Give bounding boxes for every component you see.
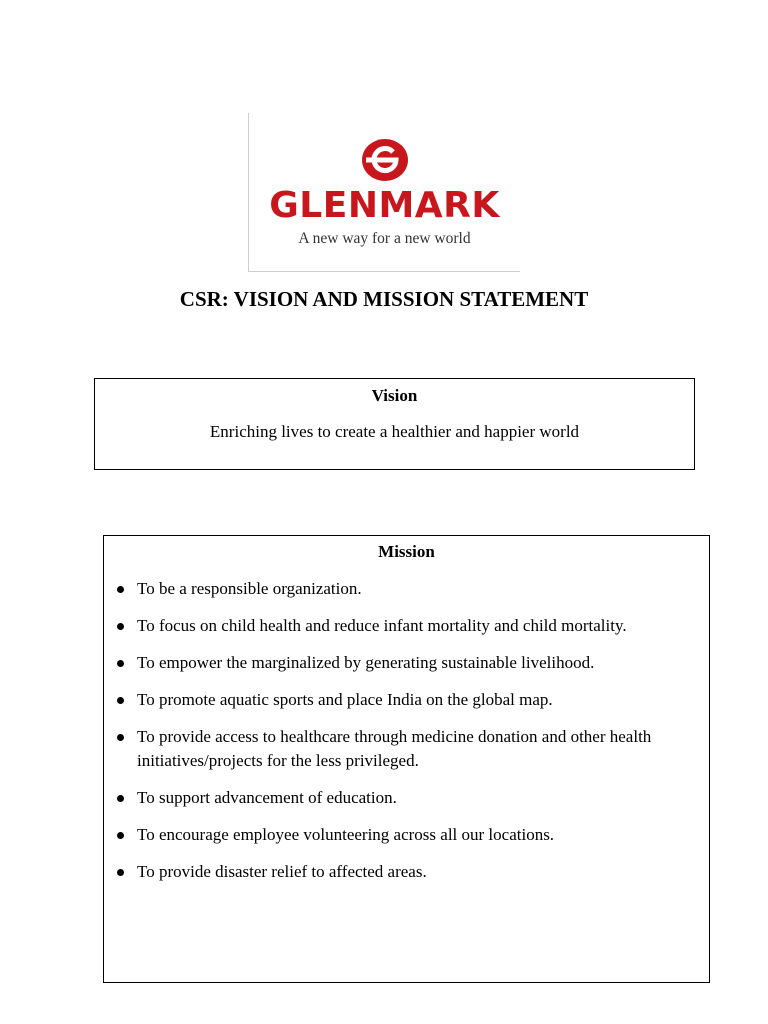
list-item [104, 725, 709, 773]
bullet-icon [117, 623, 124, 630]
mission-heading: Mission [378, 542, 435, 561]
mission-item-text: To provide access to healthcare through medicine donation and other health initiatives/projects for the less privileged. [137, 727, 652, 770]
mission-item-text: To be a responsible organization. [137, 579, 362, 598]
list-item [104, 688, 709, 712]
mission-item-text: To support advancement of education. [137, 788, 397, 807]
mission-item-text: To encourage employee volunteering across all our locations. [137, 825, 555, 844]
glenmark-g-icon [360, 137, 410, 183]
logo-wordmark: GLENMARK [269, 185, 500, 226]
mission-list [104, 577, 709, 897]
mission-item-text: To empower the marginalized by generating sustainable livelihood. [137, 653, 595, 672]
list-item [104, 614, 709, 638]
page-title: CSR: VISION AND MISSION STATEMENT [179, 287, 589, 311]
vision-box [94, 378, 695, 470]
bullet-icon [117, 660, 124, 667]
vision-heading: Vision [371, 386, 418, 405]
list-item [104, 860, 709, 884]
list-item [104, 577, 709, 601]
bullet-icon [117, 795, 124, 802]
bullet-icon [117, 734, 124, 741]
bullet-icon [117, 697, 124, 704]
bullet-icon [117, 832, 124, 839]
bullet-icon [117, 586, 124, 593]
list-item [104, 823, 709, 847]
mission-item-text: To focus on child health and reduce infant mortality and child mortality. [137, 616, 627, 635]
mission-item-text: To promote aquatic sports and place India on the global map. [137, 690, 553, 709]
vision-text: Enriching lives to create a healthier and happier world [209, 422, 580, 441]
list-item [104, 651, 709, 675]
logo-tagline: A new way for a new world [298, 230, 471, 247]
bullet-icon [117, 869, 124, 876]
company-logo [248, 113, 520, 272]
mission-box [103, 535, 710, 983]
mission-item-text: To provide disaster relief to affected areas. [137, 862, 427, 881]
list-item [104, 786, 709, 810]
